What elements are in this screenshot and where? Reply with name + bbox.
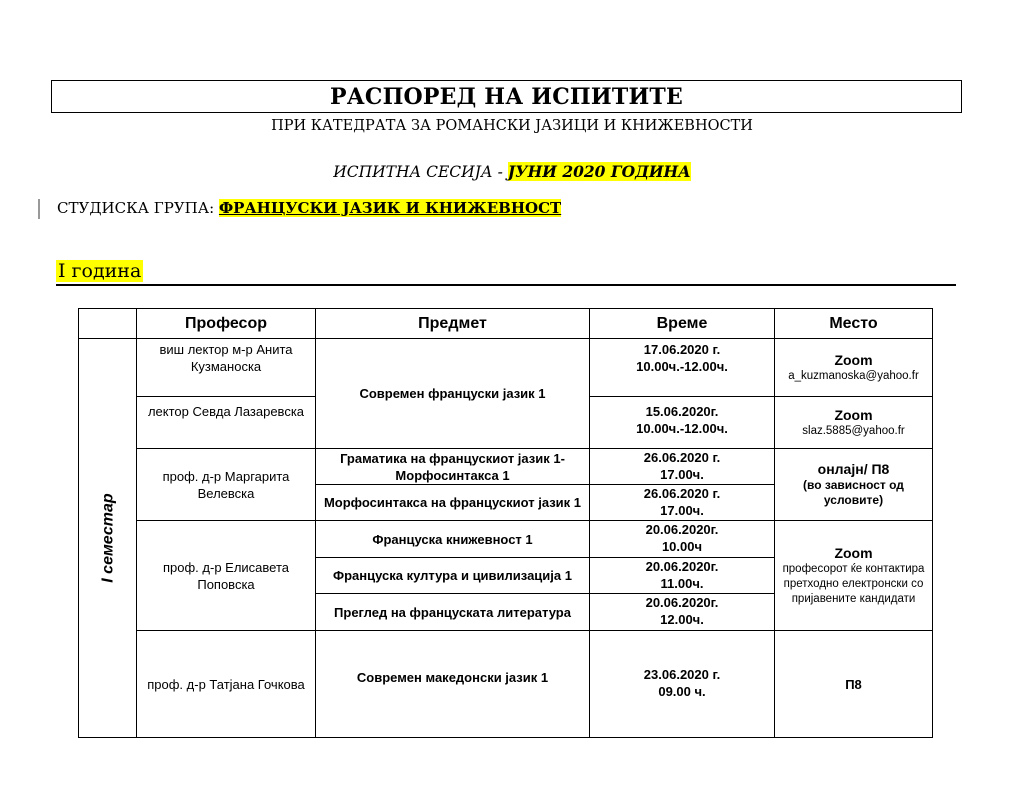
- place-name: Zoom: [834, 351, 873, 368]
- time-cell: [590, 594, 775, 631]
- table-row: [79, 449, 933, 485]
- semester-cell: [79, 339, 137, 738]
- exam-schedule-table: [78, 308, 933, 738]
- place-cell: [775, 339, 933, 397]
- table-header-row: [79, 309, 933, 339]
- exam-date: 20.06.2020г.: [645, 595, 719, 610]
- exam-hour: 17.00ч.: [660, 503, 704, 518]
- subject-cell: Современ француски јазик 1: [316, 339, 590, 449]
- year-underline: [56, 284, 956, 286]
- place-email: a_kuzmanoska@yahoo.fr: [788, 369, 919, 382]
- time-cell: [590, 397, 775, 449]
- exam-hour: 10.00ч.-12.00ч.: [636, 421, 728, 436]
- header-empty: [79, 309, 137, 339]
- table-row: [79, 521, 933, 558]
- year-heading: I година: [58, 260, 142, 282]
- exam-hour: 10.00ч.-12.00ч.: [636, 359, 728, 374]
- professor-cell: виш лектор м-р Анита Кузманоска: [137, 339, 316, 397]
- exam-hour: 12.00ч.: [660, 612, 704, 627]
- document-subtitle: ПРИ КАТЕДРАТА ЗА РОМАНСКИ ЈАЗИЦИ И КНИЖЕВНОСТИ: [271, 118, 753, 134]
- time-cell: [590, 521, 775, 558]
- header-professor: Професор: [137, 309, 316, 339]
- subject-cell: Современ македонски јазик 1: [316, 631, 590, 738]
- semester-label: I семестар: [99, 493, 116, 583]
- exam-hour: 11.00ч.: [660, 576, 704, 591]
- header-place: Место: [775, 309, 933, 339]
- time-cell: [590, 631, 775, 738]
- professor-cell: лектор Севда Лазаревска: [137, 397, 316, 449]
- header-time: Време: [590, 309, 775, 339]
- exam-hour: 10.00ч: [661, 539, 703, 554]
- exam-session: [0, 162, 1024, 181]
- exam-date: 26.06.2020 г.: [643, 450, 721, 465]
- margin-bar: [38, 199, 40, 219]
- time-cell: [590, 558, 775, 594]
- time-cell: [590, 339, 775, 397]
- subject-cell: Француска книжевност 1: [316, 521, 590, 558]
- place-name: Zoom: [834, 544, 873, 561]
- subject-cell: Морфосинтакса на францускиот јазик 1: [316, 485, 590, 521]
- exam-date: 23.06.2020 г.: [643, 667, 721, 682]
- group-highlight: ФРАНЦУСКИ ЈАЗИК И КНИЖЕВНОСТ: [218, 199, 562, 217]
- exam-date: 15.06.2020г.: [645, 404, 719, 419]
- exam-date: 17.06.2020 г.: [643, 342, 721, 357]
- exam-date: 26.06.2020 г.: [643, 486, 721, 501]
- document-title-box: [51, 80, 962, 113]
- place-cell: [775, 449, 933, 521]
- table-row: [79, 631, 933, 738]
- time-cell: [590, 449, 775, 485]
- table-row: [79, 339, 933, 397]
- session-prefix: ИСПИТНА СЕСИЈА -: [333, 163, 508, 181]
- place-note: (во зависност од условите): [803, 478, 904, 507]
- study-group: [57, 199, 561, 217]
- exam-date: 20.06.2020г.: [645, 522, 719, 537]
- subject-cell: Преглед на француската литература: [316, 594, 590, 631]
- session-highlight: ЈУНИ 2020 ГОДИНА: [507, 162, 691, 181]
- professor-cell: проф. д-р Елисавета Поповска: [137, 521, 316, 631]
- place-cell: [775, 521, 933, 631]
- exam-hour: 17.00ч.: [660, 467, 704, 482]
- place-email: slaz.5885@yahoo.fr: [802, 424, 905, 437]
- exam-date: 20.06.2020г.: [645, 559, 719, 574]
- group-prefix: СТУДИСКА ГРУПА:: [57, 199, 219, 217]
- subject-cell: Граматика на францускиот јазик 1-Морфосинтакса 1: [316, 449, 590, 485]
- document-title: РАСПОРЕД НА ИСПИТИТЕ: [330, 83, 683, 110]
- place-cell: П8: [775, 631, 933, 738]
- subject-cell: Француска култура и цивилизација 1: [316, 558, 590, 594]
- place-note: професорот ќе контактира претходно електронски со пријавените кандидати: [782, 562, 925, 605]
- header-subject: Предмет: [316, 309, 590, 339]
- exam-hour: 09.00 ч.: [658, 684, 706, 699]
- professor-cell: проф. д-р Татјана Гочкова: [137, 631, 316, 738]
- place-name: Zoom: [834, 406, 873, 423]
- place-cell: [775, 397, 933, 449]
- time-cell: [590, 485, 775, 521]
- place-name: онлајн/ П8: [817, 461, 890, 477]
- professor-cell: проф. д-р Маргарита Велевска: [137, 449, 316, 521]
